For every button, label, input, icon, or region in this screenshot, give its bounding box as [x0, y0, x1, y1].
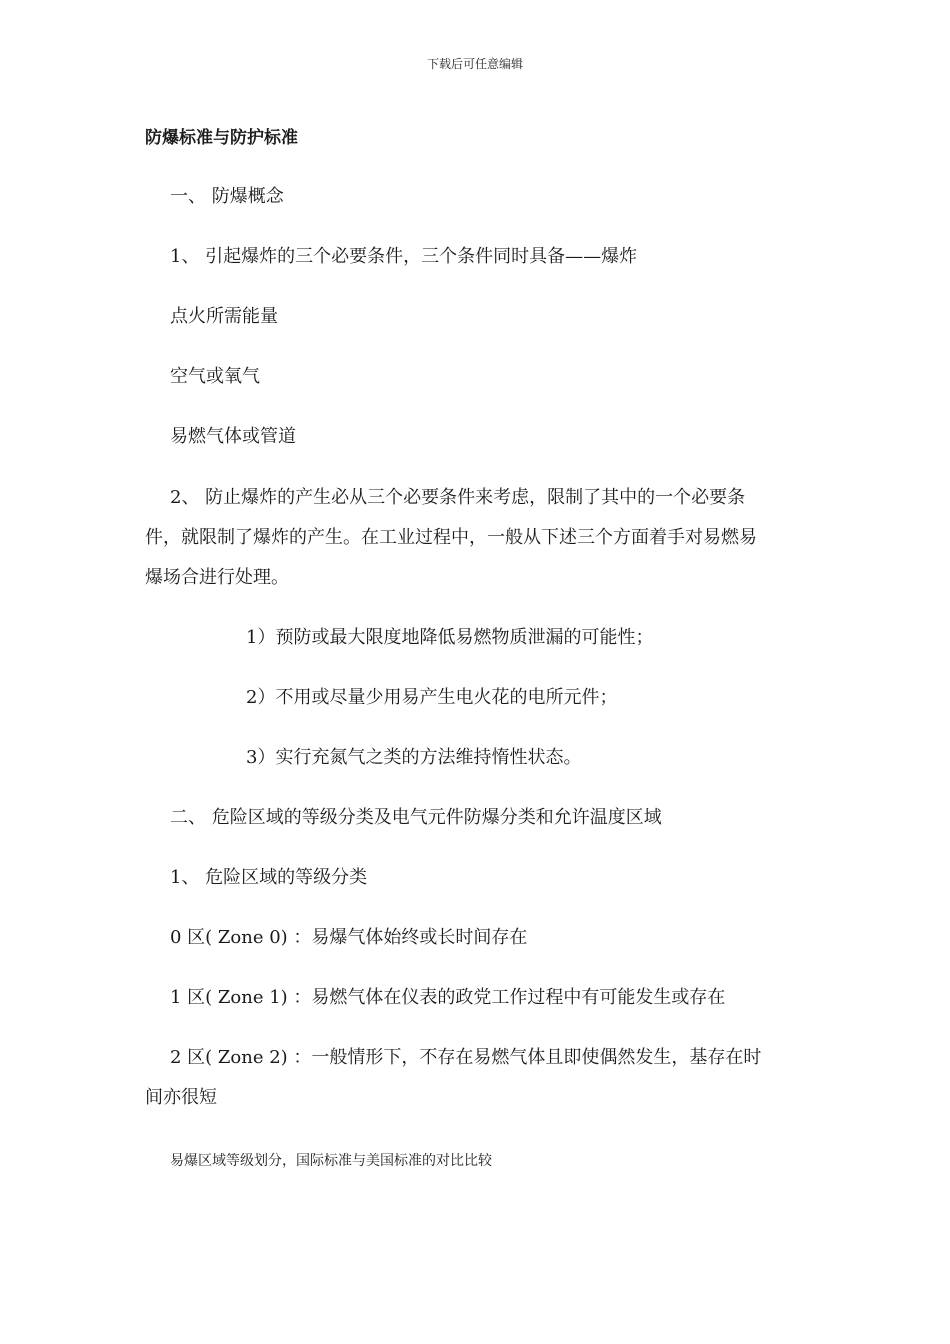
condition-ignition-energy: 点火所需能量	[170, 306, 278, 327]
table-caption: 易爆区域等级划分，国际标准与美国标准的对比比较	[170, 1153, 492, 1169]
zone-1-definition: 1 区( Zone 1) ：易燃气体在仪表的政党工作过程中有可能发生或存在	[170, 987, 726, 1008]
measure-1: 1）预防或最大限度地降低易燃物质泄漏的可能性；	[246, 627, 654, 648]
condition-flammable-gas: 易燃气体或管道	[170, 426, 296, 447]
section-1-heading: 一、 防爆概念	[170, 186, 284, 207]
section-2-heading: 二、 危险区域的等级分类及电气元件防爆分类和允许温度区域	[170, 807, 662, 828]
section-1-item-2-line-2: 件，就限制了爆炸的产生。在工业过程中，一般从下述三个方面着手对易燃易	[145, 527, 757, 548]
zone-2-definition: 2 区( Zone 2) ：一般情形下，不存在易燃气体且即使偶然发生，基存在时	[170, 1047, 762, 1068]
measure-3: 3）实行充氮气之类的方法维持惰性状态。	[246, 747, 582, 768]
section-1-item-2-line-1: 2、 防止爆炸的产生必从三个必要条件来考虑，限制了其中的一个必要条	[170, 487, 746, 508]
section-2-item-1: 1、 危险区域的等级分类	[170, 867, 368, 888]
zone-2-definition-cont: 间亦很短	[145, 1087, 217, 1108]
document-title: 防爆标准与防护标准	[145, 128, 298, 148]
measure-2: 2）不用或尽量少用易产生电火花的电所元件；	[246, 687, 618, 708]
section-1-item-2-line-3: 爆场合进行处理。	[145, 567, 289, 588]
section-1-item-1: 1、 引起爆炸的三个必要条件，三个条件同时具备——爆炸	[170, 246, 638, 267]
condition-air-oxygen: 空气或氧气	[170, 366, 260, 387]
zone-0-definition: 0 区( Zone 0) ：易爆气体始终或长时间存在	[170, 927, 528, 948]
page-header: 下载后可任意编辑	[426, 57, 523, 71]
